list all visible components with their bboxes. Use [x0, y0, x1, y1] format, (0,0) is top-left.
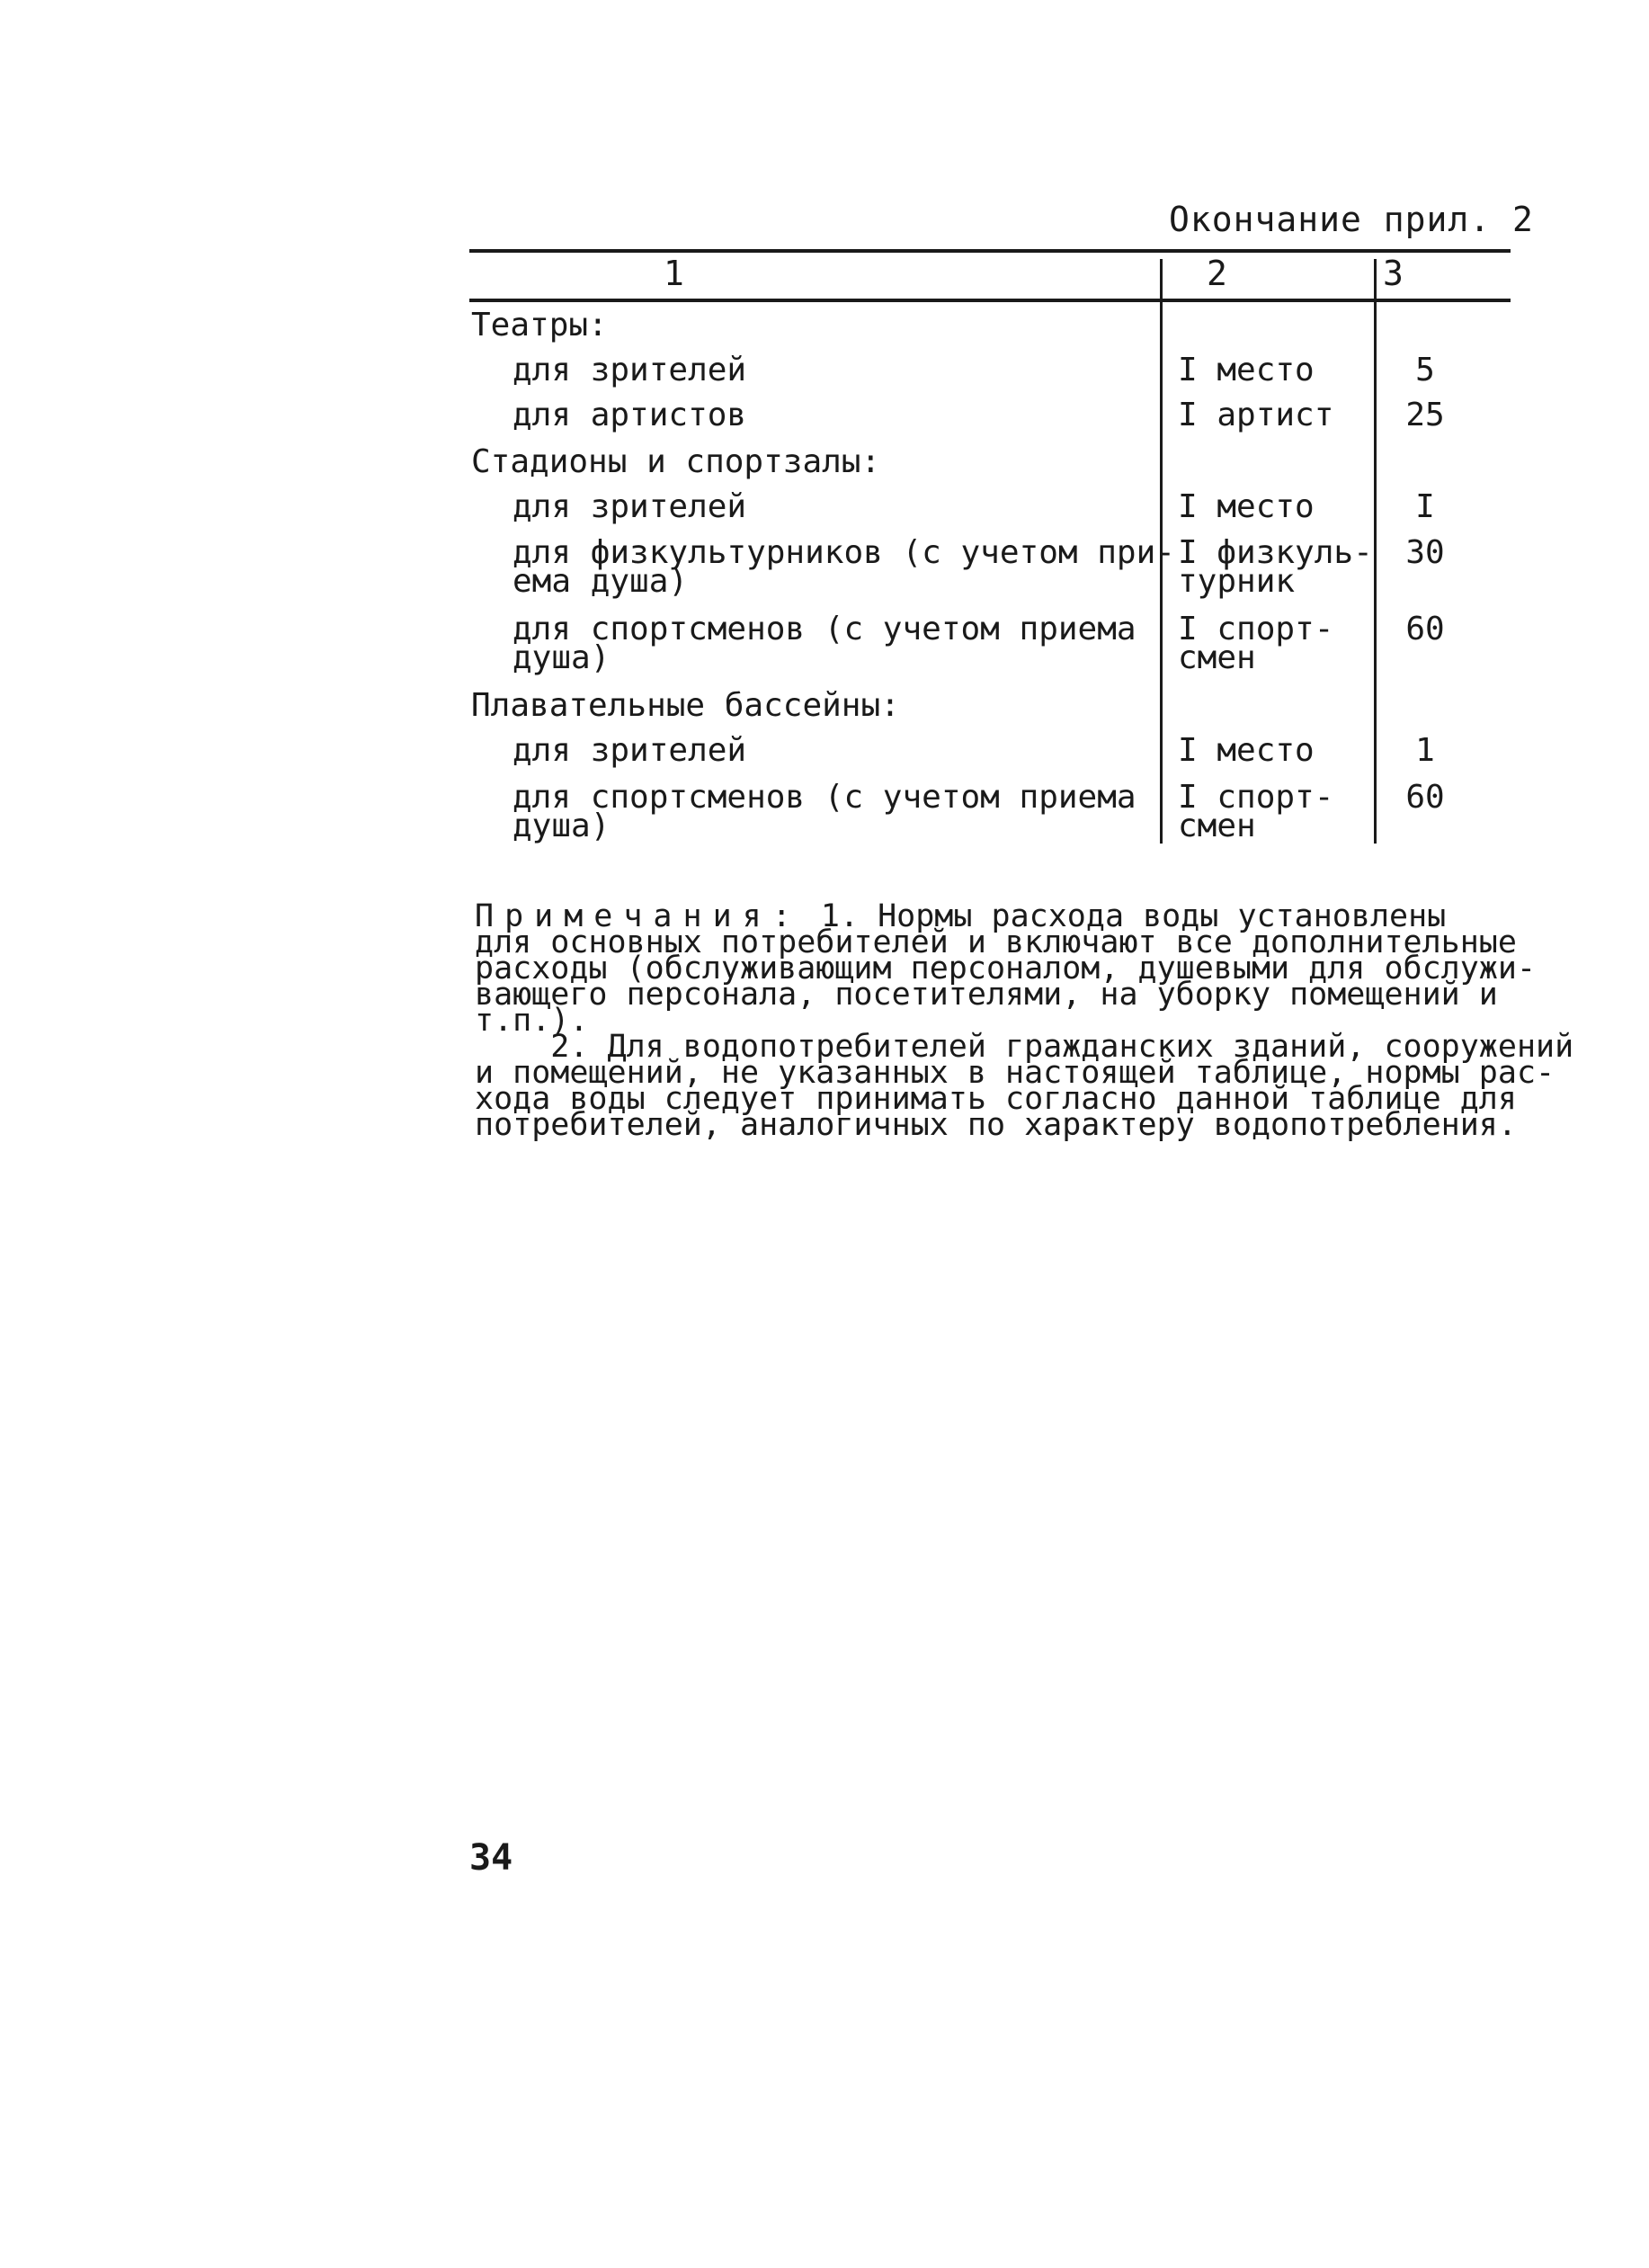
column-header-1: 1: [664, 254, 684, 293]
cell-description: для спортсменов (с учетом приема: [513, 779, 1136, 816]
column-header-2: 2: [1207, 254, 1227, 293]
cell-unit: I спорт-: [1178, 779, 1334, 816]
cell-description: для спортсменов (с учетом приема: [513, 611, 1136, 647]
notes-line-8: хода воды следует принимать согласно данной таблице для: [475, 1081, 1517, 1117]
cell-unit: I место: [1178, 732, 1315, 769]
cell-unit: I артист: [1178, 397, 1334, 433]
cell-unit: смен: [1178, 808, 1256, 844]
cell-unit: смен: [1178, 639, 1256, 676]
cell-description: для зрителей: [513, 488, 747, 525]
notes-line-6: 2. Для водопотребителей гражданских зданий, сооружений: [475, 1029, 1574, 1065]
cell-description: ема душа): [513, 563, 689, 600]
cell-description: душа): [513, 808, 611, 844]
notes-line-2: для основных потребителей и включают все дополнительные: [475, 924, 1517, 960]
notes-line-9: потребителей, аналогичных по характеру водопотребления.: [475, 1107, 1517, 1143]
cell-norm: 5: [1415, 352, 1435, 388]
table-header-rule: [469, 299, 1511, 302]
cell-unit: турник: [1178, 563, 1296, 600]
cell-norm: 30: [1405, 534, 1445, 571]
notes-block: [475, 898, 1574, 1143]
cell-norm: I: [1415, 488, 1435, 525]
notes-line-5: т.п.).: [475, 1003, 589, 1039]
cell-description: душа): [513, 639, 611, 676]
notes-line-7: и помещений, не указанных в настоящей таблице, нормы рас-: [475, 1055, 1555, 1091]
notes-text: 1. Нормы расхода воды установлены: [801, 898, 1447, 934]
cell-norm: 60: [1405, 779, 1445, 816]
cell-description: для артистов: [513, 397, 747, 433]
cell-norm: 1: [1415, 732, 1435, 769]
cell-unit: I физкуль-: [1178, 534, 1373, 571]
cell-unit: I место: [1178, 488, 1315, 525]
page-number: 34: [469, 1837, 513, 1879]
notes-line-3: расходы (обслуживающим персоналом, душевыми для обслужи-: [475, 951, 1537, 987]
column-header-3: 3: [1383, 254, 1404, 293]
notes-heading: Примечания:: [475, 898, 802, 934]
cell-description: Театры:: [471, 307, 608, 344]
notes-line-4: вающего персонала, посетителями, на уборку помещений и: [475, 977, 1498, 1013]
cell-norm: 60: [1405, 611, 1445, 647]
cell-description: Стадионы и спортзалы:: [471, 443, 881, 480]
continuation-label: Окончание прил. 2: [1169, 200, 1534, 239]
cell-description: для зрителей: [513, 352, 747, 388]
cell-unit: I место: [1178, 352, 1315, 388]
cell-description: Плавательные бассейны:: [471, 687, 900, 724]
cell-unit: I спорт-: [1178, 611, 1334, 647]
cell-description: для зрителей: [513, 732, 747, 769]
table-top-rule: [469, 249, 1511, 253]
cell-description: для физкультурников (с учетом при-: [513, 534, 1175, 571]
cell-norm: 25: [1405, 397, 1445, 433]
